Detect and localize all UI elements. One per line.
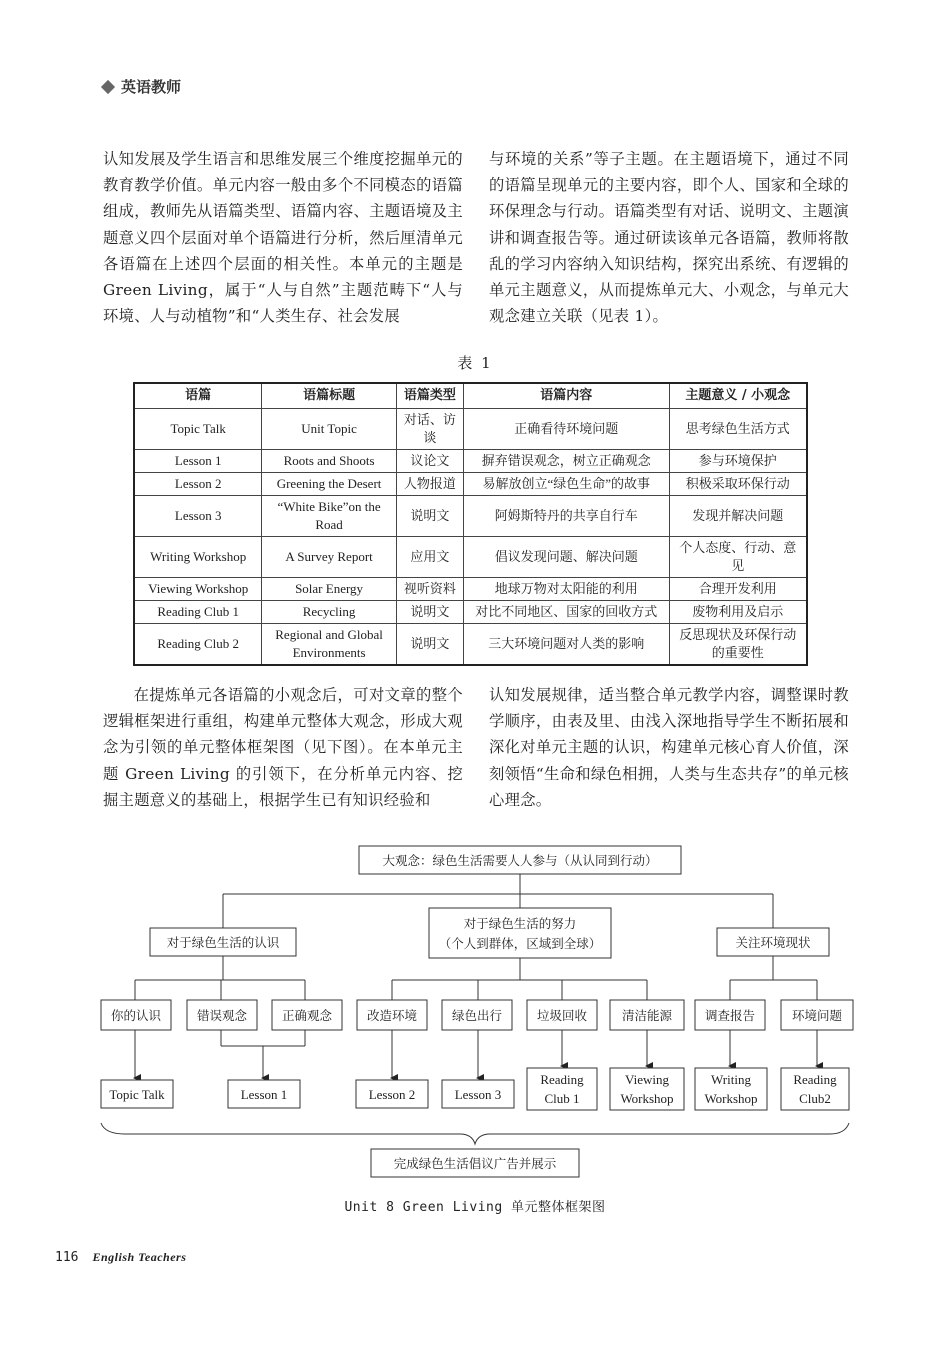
table-cell: 三大环境问题对人类的影响	[463, 624, 669, 666]
table-cell: 思考绿色生活方式	[669, 409, 807, 450]
leaf-label: 绿色出行	[451, 1008, 503, 1023]
leaf-label: 你的认识	[110, 1008, 162, 1023]
table-cell: Writing Workshop	[134, 537, 262, 578]
table-cell: 阿姆斯特丹的共享自行车	[463, 496, 669, 537]
table-cell: 个人态度、行动、意见	[669, 537, 807, 578]
paragraph: 认知发展规律，适当整合单元教学内容，调整课时教学顺序，由表及里、由浅入深地指导学生不断拓展和深化对单元主题的认识，构建单元核心育人价值，深刻领悟“生命和绿色相拥，人类与生态共存”的单元核心理念。	[489, 686, 849, 809]
lesson-label: Lesson 2	[368, 1087, 416, 1102]
table-cell: 人物报道	[396, 473, 463, 496]
lesson-label: Reading	[793, 1072, 837, 1087]
lesson-label: Topic Talk	[109, 1087, 165, 1102]
table-row	[134, 578, 807, 601]
branch-label-effort: 对于绿色生活的努力	[463, 916, 577, 931]
table-cell: 对比不同地区、国家的回收方式	[463, 601, 669, 624]
framework-diagram	[95, 842, 855, 1187]
table-cell: 视听资料	[396, 578, 463, 601]
table-header-row	[134, 383, 807, 409]
running-header	[103, 76, 181, 97]
table-cell: 易解放创立“绿色生命”的故事	[463, 473, 669, 496]
table-cell: Roots and Shoots	[262, 450, 396, 473]
table-cell: Recycling	[262, 601, 396, 624]
paragraph: 在提炼单元各语篇的小观念后，可对文章的整个逻辑框架进行重组，构建单元整体大观念，形成大观念为引领的单元整体框架图（见下图）。在本单元主题 Green Living 的引领下，在分析单元内容、挖掘主题意义的基础上，根据学生已有知识经验和	[103, 686, 463, 809]
table-cell: 说明文	[396, 624, 463, 666]
table-cell: Reading Club 2	[134, 624, 262, 666]
table-cell: 说明文	[396, 496, 463, 537]
lesson-label: Viewing	[625, 1072, 669, 1087]
column-header: 语篇	[134, 383, 262, 409]
table-cell: Lesson 3	[134, 496, 262, 537]
body-column-2	[489, 146, 849, 329]
table-cell: A Survey Report	[262, 537, 396, 578]
column-header: 主题意义 / 小观念	[669, 383, 807, 409]
table-row	[134, 624, 807, 666]
table-row	[134, 496, 807, 537]
table-row	[134, 473, 807, 496]
column-header: 语篇标题	[262, 383, 396, 409]
table-cell: Lesson 1	[134, 450, 262, 473]
table-cell: Unit Topic	[262, 409, 396, 450]
table-caption: 表 1	[457, 354, 493, 372]
outcome-label: 完成绿色生活倡议广告并展示	[393, 1156, 557, 1171]
leaf-label: 清洁能源	[621, 1008, 673, 1023]
table-cell: Regional and Global Environments	[262, 624, 396, 666]
body-column-4	[489, 682, 849, 813]
diamond-icon	[101, 79, 115, 93]
table-cell: 说明文	[396, 601, 463, 624]
table-row	[134, 450, 807, 473]
page-footer	[55, 1250, 186, 1265]
table-cell: Topic Talk	[134, 409, 262, 450]
table-cell: 摒弃错误观念，树立正确观念	[463, 450, 669, 473]
leaf-label: 调查报告	[704, 1008, 756, 1023]
column-header: 语篇内容	[463, 383, 669, 409]
lesson-label: Lesson 3	[454, 1087, 502, 1102]
lesson-label: Workshop	[620, 1091, 674, 1106]
branch-label-effort-sub: （个人到群体，区域到全球）	[438, 936, 602, 951]
table-row	[134, 409, 807, 450]
branch-label-environment: 关注环境现状	[735, 935, 811, 950]
big-idea-label: 大观念：绿色生活需要人人参与（从认同到行动）	[382, 853, 658, 868]
paragraph: 认知发展及学生语言和思维发展三个维度挖掘单元的教育教学价值。单元内容一般由多个不同模态的语篇组成，教师先从语篇类型、语篇内容、主题语境及主题意义四个层面对单个语篇进行分析，然后厘清单元各语篇在上述四个层面的相关性。本单元的主题是 Green Living，属于“人与自然”主题范畴下“人与环境、人与动植物”和“人类生存、社会发展	[103, 150, 463, 326]
table-cell: Viewing Workshop	[134, 578, 262, 601]
section-title: 英语教师	[121, 78, 182, 96]
leaf-label: 环境问题	[791, 1008, 843, 1023]
table-cell: 倡议发现问题、解决问题	[463, 537, 669, 578]
lesson-label: Lesson 1	[240, 1087, 288, 1102]
table-cell: 地球万物对太阳能的利用	[463, 578, 669, 601]
table-cell: Solar Energy	[262, 578, 396, 601]
table-cell: 正确看待环境问题	[463, 409, 669, 450]
leaf-label: 正确观念	[281, 1008, 333, 1023]
branch-label-awareness: 对于绿色生活的认识	[166, 935, 280, 950]
leaf-label: 改造环境	[366, 1008, 418, 1023]
table-cell: 发现并解决问题	[669, 496, 807, 537]
table-cell: 参与环境保护	[669, 450, 807, 473]
leaf-label: 错误观念	[196, 1008, 248, 1023]
lesson-label: Club2	[799, 1091, 831, 1106]
journal-name: English Teachers	[92, 1250, 187, 1264]
table-cell: Reading Club 1	[134, 601, 262, 624]
paragraph: 与环境的关系”等子主题。在主题语境下，通过不同的语篇呈现单元的主要内容，即个人、国家和全球的环保理念与行动。语篇类型有对话、说明文、主题演讲和调查报告等。通过研读该单元各语篇，教师将散乱的学习内容纳入知识结构，探究出系统、有逻辑的单元主题意义，从而提炼单元大、小观念，与单元大观念建立关联（见表 1）。	[489, 150, 849, 326]
table-cell: 对话、访谈	[396, 409, 463, 450]
lesson-label: Reading	[540, 1072, 584, 1087]
table-cell: 应用文	[396, 537, 463, 578]
column-header: 语篇类型	[396, 383, 463, 409]
table-1	[133, 382, 808, 666]
figure-caption: Unit 8 Green Living 单元整体框架图	[344, 1200, 606, 1215]
table-cell: 议论文	[396, 450, 463, 473]
table-row	[134, 601, 807, 624]
page-number: 116	[55, 1250, 79, 1265]
body-column-3	[103, 682, 463, 813]
table-cell: 合理开发利用	[669, 578, 807, 601]
table-row	[134, 537, 807, 578]
table-cell: “White Bike”on the Road	[262, 496, 396, 537]
body-column-1	[103, 146, 463, 329]
table-cell: Greening the Desert	[262, 473, 396, 496]
lesson-label: Club 1	[544, 1091, 580, 1106]
table-cell: 废物利用及启示	[669, 601, 807, 624]
table-cell: Lesson 2	[134, 473, 262, 496]
table-cell: 反思现状及环保行动的重要性	[669, 624, 807, 666]
lesson-label: Writing	[711, 1072, 751, 1087]
table-cell: 积极采取环保行动	[669, 473, 807, 496]
lesson-label: Workshop	[704, 1091, 758, 1106]
leaf-label: 垃圾回收	[536, 1008, 588, 1023]
